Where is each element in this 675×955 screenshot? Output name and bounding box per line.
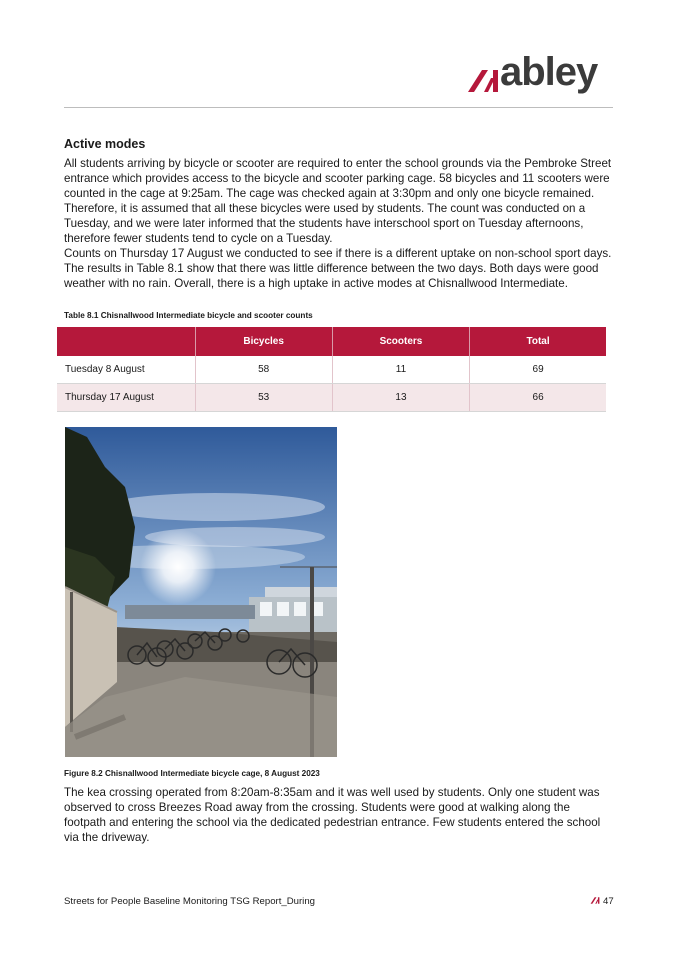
abley-logo-text: abley (500, 50, 598, 94)
bicycle-cage-photo (65, 427, 337, 757)
table-row (57, 356, 606, 384)
table-cell-scooters: 11 (332, 356, 469, 384)
footer-report-title: Streets for People Baseline Monitoring TSG Report_During (64, 896, 315, 907)
table-cell-scooters: 13 (332, 384, 469, 412)
table-row (57, 384, 606, 412)
table-header-scooters: Scooters (332, 327, 469, 356)
table-cell-bicycles: 58 (195, 356, 332, 384)
counts-table (57, 327, 606, 412)
table-header-bicycles: Bicycles (195, 327, 332, 356)
footer-page-number (590, 896, 614, 907)
abley-logo (466, 50, 616, 100)
paragraph-cycle-parking: All students arriving by bicycle or scooter are required to enter the school grounds via the Pembroke Street entrance which provides access to the bicycle and scooter parking cage. 58 bicycles and 11 scooters were counted in the cage at 9:25am. The cage was checked again at 3:30pm and only one bicycle remained. Therefore, it is assumed that all these bicycles were used by students. The count was conducted on a Tuesday, and we were later informed that the students have interschool sport on Tuesday afternoons, therefore fewer students tend to cycle on a Tuesday. (64, 157, 612, 245)
table-header-blank (57, 327, 195, 356)
table-cell-day: Thursday 17 August (57, 384, 195, 412)
table-cell-total: 69 (470, 356, 606, 384)
table-caption: Table 8.1 Chisnallwood Intermediate bicycle and scooter counts (64, 311, 313, 320)
table-cell-day: Tuesday 8 August (57, 356, 195, 384)
table-cell-total: 66 (470, 384, 606, 412)
paragraph-kea-crossing: The kea crossing operated from 8:20am-8:35am and it was well used by students. Only one student was observed to cross Breezes Road away from the crossing. Students were good at walking along the footpath and entering the school via the dedicated pedestrian entrance. Few students entered the school via the driveway. (64, 786, 601, 844)
table-header-total: Total (470, 327, 606, 356)
figure-caption: Figure 8.2 Chisnallwood Intermediate bicycle cage, 8 August 2023 (64, 769, 320, 778)
abley-mark-icon (590, 896, 600, 905)
table-header-row (57, 327, 606, 356)
paragraph-thursday-counts: Counts on Thursday 17 August we conducted to see if there is a different uptake on non-school sport days. The results in Table 8.1 show that there was little difference between the two days. Both days were good weather with no rain. Overall, there is a high uptake in active modes at Chisnallwood Intermediate. (64, 247, 612, 290)
section-heading: Active modes (64, 137, 146, 151)
table-cell-bicycles: 53 (195, 384, 332, 412)
abley-logo-mark-icon (466, 66, 500, 96)
header-divider (64, 107, 613, 108)
page-number: 47 (603, 896, 614, 907)
